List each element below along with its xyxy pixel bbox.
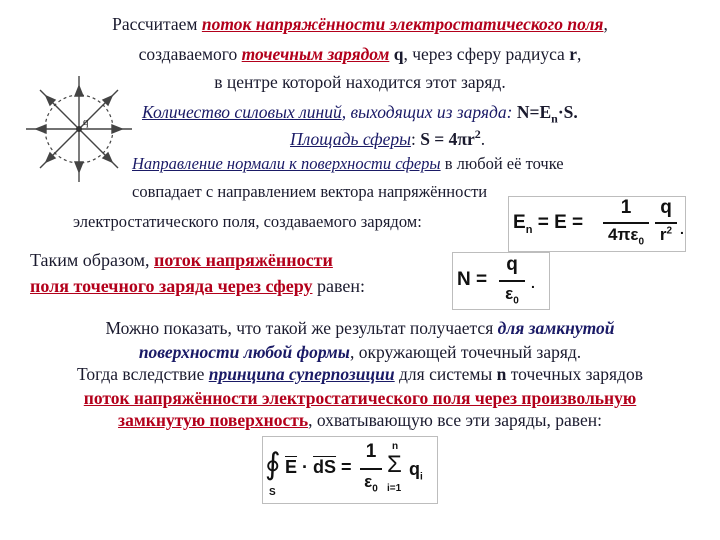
vector-ds: $\overline{dS}$	[313, 457, 337, 477]
vector-e: $\overline{E}$	[285, 457, 298, 477]
line-5: Площадь сферы: $S = 4\pi r^2$.	[290, 127, 486, 149]
line-6: Направление нормали к поверхности сферы в любой её точке	[132, 154, 564, 173]
term-field-lines: Количество силовых линий	[142, 102, 342, 122]
line-11: Можно показать, что такой же результат получается для замкнутой	[105, 318, 615, 338]
field-lines-diagram	[22, 72, 137, 187]
line-8: электростатического поля, создаваемого зарядом:	[73, 212, 422, 231]
line-7: совпадает с направлением вектора напряжённости	[132, 182, 488, 201]
term-flux-result: поток напряжённости	[154, 250, 333, 270]
line-13: Тогда вследствие принципа суперпозиции для системы n точечных зарядов	[76, 364, 644, 384]
line-1: Рассчитаем поток напряжённости электростатического поля,	[112, 14, 608, 34]
formula-n-box: N = q $\varepsilon_0$ .	[452, 252, 550, 310]
line-15: замкнутую поверхность, охватывающую все эти заряды, равен:	[118, 410, 602, 430]
formula-e-frac1: 1 $4\pi\varepsilon_0$	[601, 197, 651, 219]
term-flux-arbitrary: поток напряжённости электростатического поля через произвольную	[83, 388, 637, 408]
line-3: в центре которой находится этот заряд.	[214, 72, 506, 92]
line-12: поверхности любой формы, окружающей точечный заряд.	[138, 342, 582, 362]
line-2: создаваемого точечным зарядом q, через сферу радиуса r,	[138, 44, 582, 64]
line-14	[0, 388, 720, 408]
formula-n-frac: q $\varepsilon_0$	[497, 254, 527, 276]
term-normal-direction: Направление нормали к поверхности сферы	[132, 154, 441, 173]
formula-e-lhs: $E_n = E$ =	[513, 212, 584, 236]
line-4: Количество силовых линий, выходящих из заряда: $N=E_n\cdot S$.	[142, 102, 578, 126]
term-point-charge: точечным зарядом	[241, 44, 390, 64]
term-sphere-area: Площадь сферы	[290, 128, 411, 149]
charge-label: q	[83, 116, 89, 128]
sum-symbol: Σ	[387, 451, 402, 478]
formula-e-box: $E_n = E$ = 1 $4\pi\varepsilon_0$ q $r^2$ .	[508, 196, 686, 252]
formula-integral-box: ∮ S $\overline{E} \cdot \overline{dS}$ = 1 $\varepsilon_0$ n Σ i=1 $q_i$	[262, 436, 438, 504]
formula-e-frac2: q $r^2$	[654, 197, 678, 219]
line-9: Таким образом, поток напряжённости	[30, 250, 333, 270]
term-flux-field: поток напряжённости электростатического поля	[201, 14, 604, 34]
formula-int-frac: 1 $\varepsilon_0$	[359, 441, 383, 463]
charge-dot	[76, 126, 82, 132]
term-superposition: принципа суперпозиции	[208, 364, 395, 384]
line-10: поля точечного заряда через сферу равен:	[30, 276, 365, 296]
